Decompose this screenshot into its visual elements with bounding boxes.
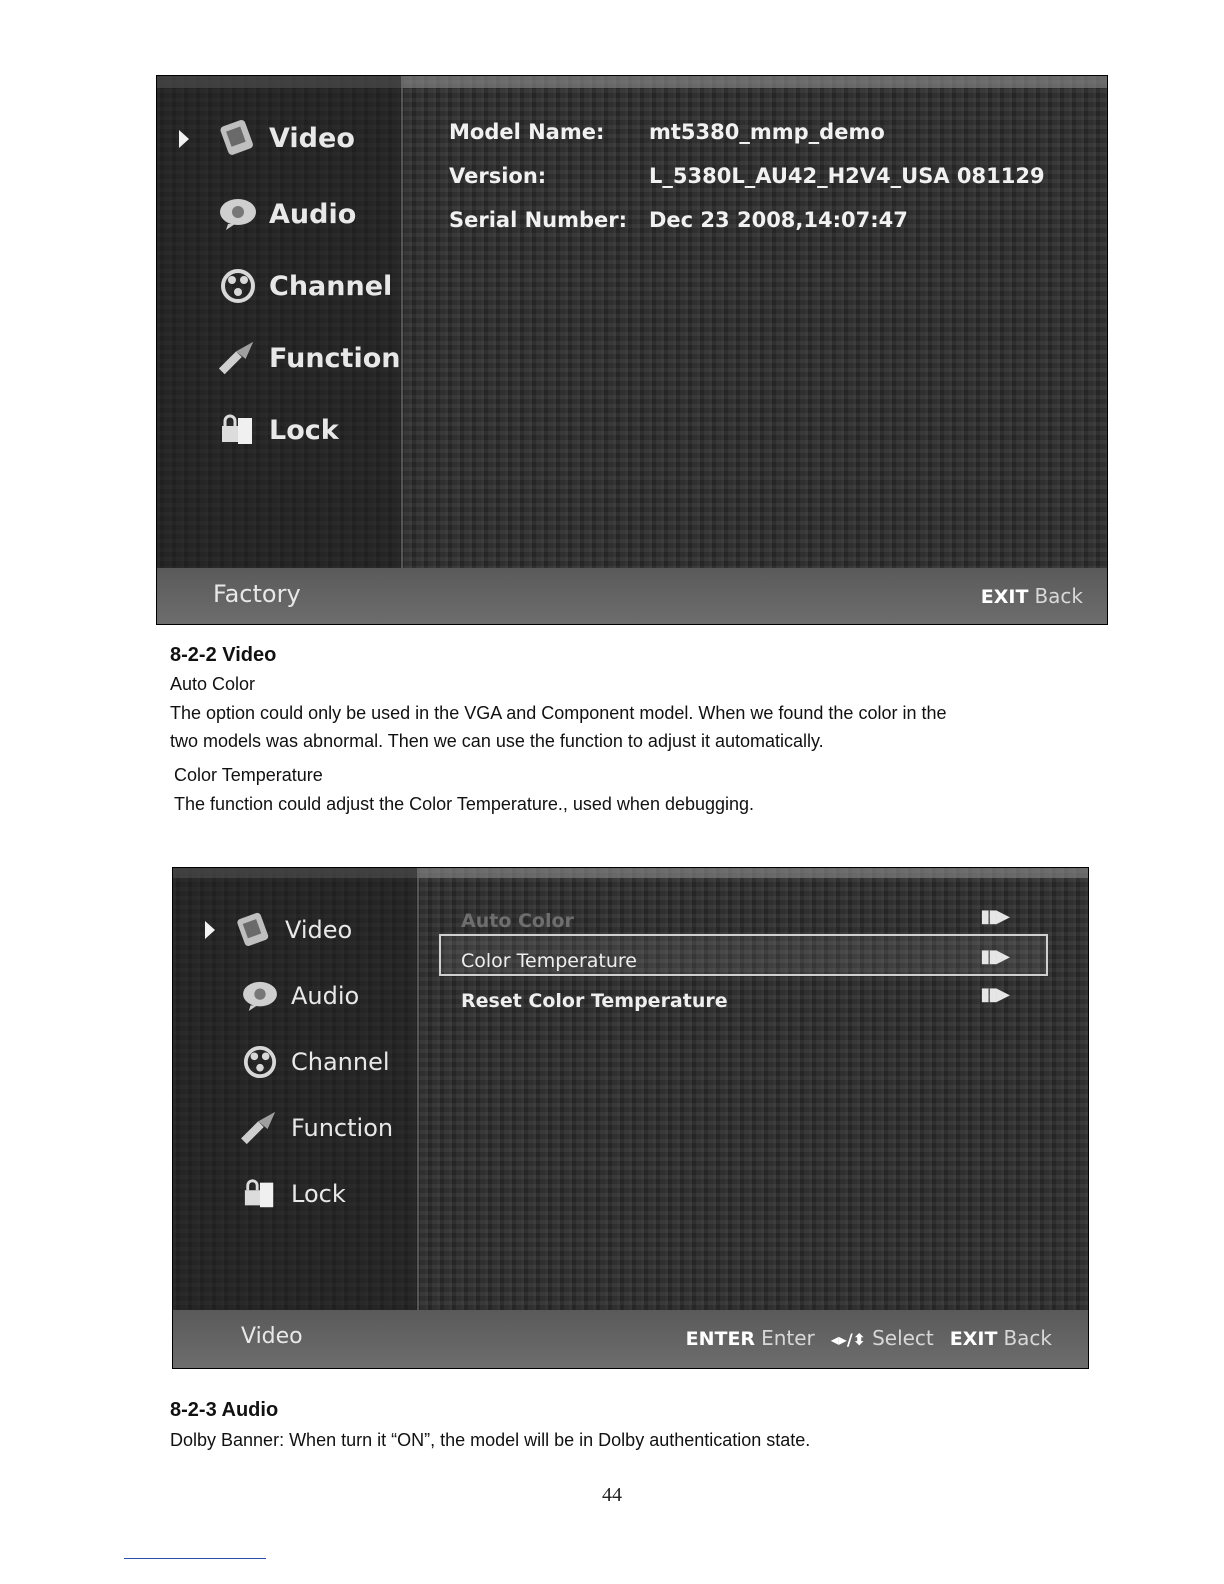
model-name-row: [449, 120, 885, 144]
menu-item-lock[interactable]: [239, 1174, 346, 1214]
selected-arrow-icon: [179, 130, 189, 148]
info-label: Version:: [449, 164, 547, 188]
paragraph-line: Dolby Banner: When turn it “ON”, the model will be in Dolby authentication state.: [170, 1430, 811, 1450]
select-key-label: Select: [872, 1326, 934, 1350]
function-icon: [217, 338, 259, 378]
info-label: Serial Number:: [449, 208, 628, 232]
options-panel: [421, 898, 1088, 1038]
info-value: Dec 23 2008,14:07:47: [649, 208, 908, 232]
menu-item-channel[interactable]: [239, 1042, 390, 1082]
option-arrow-icon: ▮▮▶: [980, 946, 1008, 967]
footer-keys: [981, 584, 1083, 608]
footer-title: Factory: [213, 580, 301, 608]
menu-item-video[interactable]: [205, 910, 352, 950]
info-value: L_5380L_AU42_H2V4_USA 081129: [649, 164, 1045, 188]
channel-icon: [239, 1042, 281, 1082]
menu-item-function[interactable]: [239, 1108, 393, 1148]
side-menu: [157, 76, 403, 574]
menu-item-video[interactable]: [179, 118, 355, 158]
paragraph-line: Color Temperature: [174, 765, 323, 785]
channel-icon: [217, 266, 259, 306]
menu-item-function[interactable]: [217, 338, 400, 378]
menu-item-lock[interactable]: [217, 410, 339, 450]
exit-key[interactable]: EXIT: [980, 586, 1029, 608]
option-arrow-icon: ▮▮▶: [980, 984, 1008, 1005]
menu-label: Audio: [269, 198, 357, 230]
lock-icon: [217, 410, 259, 450]
menu-label: Channel: [269, 270, 393, 302]
exit-key-label: Back: [1003, 1326, 1052, 1350]
exit-key[interactable]: EXIT: [949, 1328, 998, 1350]
menu-label: Channel: [291, 1048, 390, 1076]
audio-icon: [239, 976, 281, 1016]
paragraph-line: Auto Color: [170, 674, 256, 694]
menu-item-audio[interactable]: [239, 976, 359, 1016]
enter-key-label: Enter: [761, 1326, 815, 1350]
selected-arrow-icon: [205, 921, 215, 939]
section-heading-audio: 8-2-3 Audio: [170, 1399, 279, 1421]
version-row: [449, 164, 1045, 188]
audio-icon: [217, 194, 259, 234]
video-menu-screenshot: [172, 867, 1089, 1369]
screen-footer: [173, 1310, 1088, 1368]
exit-key-label: Back: [1034, 584, 1083, 608]
option-arrow-icon: ▮▮▶: [980, 906, 1008, 927]
page-number: 44: [602, 1484, 622, 1506]
enter-key[interactable]: ENTER: [685, 1328, 756, 1350]
menu-item-channel[interactable]: [217, 266, 392, 306]
footnote-divider: [124, 1558, 266, 1559]
info-value: mt5380_mmp_demo: [649, 120, 885, 144]
paragraph-line: two models was abnormal. Then we can use the function to adjust it automatically.: [170, 731, 824, 751]
option-reset-color-temperature[interactable]: Reset Color Temperature: [461, 990, 728, 1012]
paragraph-line: The option could only be used in the VGA and Component model. When we found the color in the: [170, 703, 947, 723]
menu-label: Video: [269, 122, 355, 154]
video-icon: [217, 118, 259, 158]
menu-label: Function: [291, 1114, 394, 1142]
function-icon: [239, 1108, 281, 1148]
menu-label: Video: [285, 916, 353, 944]
serial-number-row: [449, 208, 908, 232]
option-auto-color: Auto Color: [461, 910, 574, 932]
menu-label: Lock: [269, 414, 339, 446]
footer-keys: [686, 1326, 1052, 1350]
screen-footer: [157, 568, 1107, 624]
lock-icon: [239, 1174, 281, 1214]
footer-title: Video: [241, 1324, 303, 1349]
menu-label: Audio: [291, 982, 360, 1010]
menu-item-audio[interactable]: [217, 194, 356, 234]
arrows-key-icon[interactable]: ◂▸/⬍: [830, 1330, 867, 1349]
menu-label: Lock: [291, 1180, 346, 1208]
factory-menu-screenshot: [156, 75, 1108, 625]
menu-label: Function: [269, 342, 401, 374]
section-heading-video: 8-2-2 Video: [170, 644, 277, 666]
paragraph-line: The function could adjust the Color Temperature., used when debugging.: [174, 794, 755, 814]
info-label: Model Name:: [449, 120, 605, 144]
side-menu: [173, 868, 419, 1312]
option-color-temperature[interactable]: Color Temperature: [461, 950, 638, 972]
video-icon: [233, 910, 275, 950]
